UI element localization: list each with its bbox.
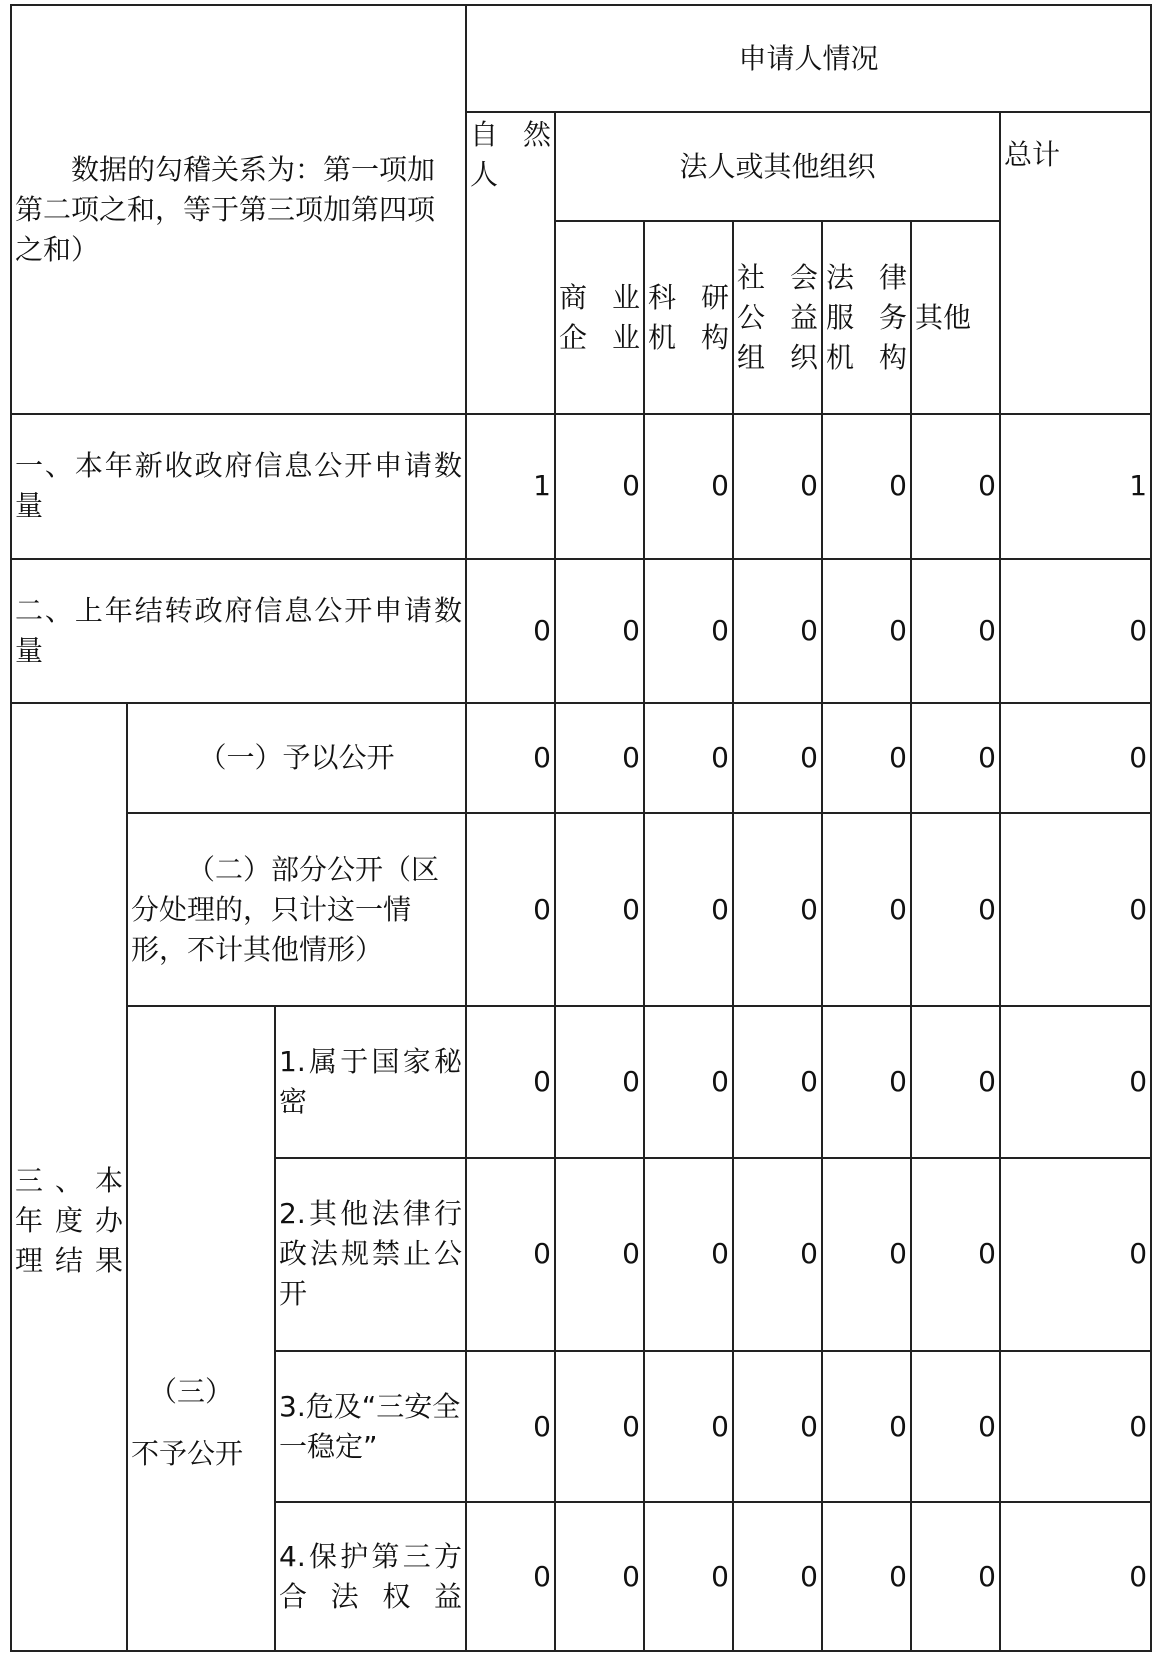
cell-social-welfare: 0	[733, 1158, 822, 1351]
cell-other: 0	[911, 559, 1000, 703]
cell-legal-service: 0	[822, 813, 911, 1006]
cell-legal-service: 0	[822, 1351, 911, 1503]
table-row	[11, 813, 1151, 1006]
cell-natural-person: 0	[466, 1006, 555, 1158]
cell-total: 0	[1000, 1158, 1151, 1351]
not-public-label	[127, 1006, 275, 1651]
row-label: （一）予以公开	[127, 703, 466, 813]
disclosure-statistics-table	[10, 4, 1152, 1652]
social-welfare-header: 社会公益组织	[733, 221, 822, 414]
cell-legal-service: 0	[822, 559, 911, 703]
cell-other: 0	[911, 1502, 1000, 1651]
cell-social-welfare: 0	[733, 1006, 822, 1158]
not-public-label-b: 不予公开	[131, 1436, 244, 1470]
cell-other: 0	[911, 414, 1000, 558]
research-header: 科研机构	[644, 221, 733, 414]
cell-legal-service: 0	[822, 1158, 911, 1351]
cell-research: 0	[644, 1158, 733, 1351]
cell-total: 0	[1000, 1351, 1151, 1503]
cell-other: 0	[911, 1006, 1000, 1158]
relation-note-cell: 数据的勾稽关系为：第一项加第二项之和，等于第三项加第四项之和）	[11, 5, 466, 414]
cell-other: 0	[911, 1351, 1000, 1503]
cell-total: 0	[1000, 1502, 1151, 1651]
cell-total: 0	[1000, 703, 1151, 813]
commercial-header: 商业企业	[555, 221, 644, 414]
cell-legal-service: 0	[822, 1006, 911, 1158]
cell-legal-service: 0	[822, 703, 911, 813]
cell-commercial: 0	[555, 1502, 644, 1651]
cell-natural-person: 1	[466, 414, 555, 558]
cell-total: 0	[1000, 813, 1151, 1006]
cell-research: 0	[644, 703, 733, 813]
row-label: 4.保护第三方合法权益	[275, 1502, 466, 1651]
cell-natural-person: 0	[466, 1158, 555, 1351]
cell-commercial: 0	[555, 703, 644, 813]
table-row	[11, 559, 1151, 703]
cell-legal-service: 0	[822, 414, 911, 558]
cell-total: 0	[1000, 1006, 1151, 1158]
cell-social-welfare: 0	[733, 703, 822, 813]
cell-other: 0	[911, 703, 1000, 813]
cell-natural-person: 0	[466, 703, 555, 813]
row-label: 2.其他法律行政法规禁止公开	[275, 1158, 466, 1351]
legal-or-other-header: 法人或其他组织	[555, 112, 1000, 221]
cell-total: 1	[1000, 414, 1151, 558]
cell-research: 0	[644, 1006, 733, 1158]
cell-research: 0	[644, 1351, 733, 1503]
section-3-label: 三、本年度办理结果	[11, 703, 127, 1651]
table-row	[11, 1006, 1151, 1158]
cell-commercial: 0	[555, 559, 644, 703]
cell-research: 0	[644, 414, 733, 558]
cell-research: 0	[644, 1502, 733, 1651]
cell-natural-person: 0	[466, 813, 555, 1006]
cell-natural-person: 0	[466, 559, 555, 703]
cell-legal-service: 0	[822, 1502, 911, 1651]
natural-person-header: 自然人	[466, 112, 555, 414]
row-label: （二）部分公开（区分处理的，只计这一情形，不计其他情形）	[127, 813, 466, 1006]
cell-natural-person: 0	[466, 1502, 555, 1651]
cell-social-welfare: 0	[733, 559, 822, 703]
cell-commercial: 0	[555, 414, 644, 558]
not-public-label-a: （三）	[149, 1374, 234, 1408]
cell-social-welfare: 0	[733, 1351, 822, 1503]
row-label: 3.危及“三安全一稳定”	[275, 1351, 466, 1503]
cell-research: 0	[644, 813, 733, 1006]
cell-social-welfare: 0	[733, 414, 822, 558]
table-row	[11, 414, 1151, 558]
table-row	[11, 703, 1151, 813]
applicant-status-header: 申请人情况	[466, 5, 1151, 112]
cell-commercial: 0	[555, 813, 644, 1006]
cell-commercial: 0	[555, 1006, 644, 1158]
row-label: 1.属于国家秘密	[275, 1006, 466, 1158]
cell-other: 0	[911, 813, 1000, 1006]
row-label: 二、上年结转政府信息公开申请数量	[11, 559, 466, 703]
cell-natural-person: 0	[466, 1351, 555, 1503]
cell-social-welfare: 0	[733, 813, 822, 1006]
legal-service-header: 法律服务机构	[822, 221, 911, 414]
cell-commercial: 0	[555, 1158, 644, 1351]
cell-commercial: 0	[555, 1351, 644, 1503]
cell-total: 0	[1000, 559, 1151, 703]
cell-research: 0	[644, 559, 733, 703]
cell-social-welfare: 0	[733, 1502, 822, 1651]
total-header: 总计	[1000, 112, 1151, 414]
row-label: 一、本年新收政府信息公开申请数量	[11, 414, 466, 558]
other-header: 其他	[911, 221, 1000, 414]
cell-other: 0	[911, 1158, 1000, 1351]
